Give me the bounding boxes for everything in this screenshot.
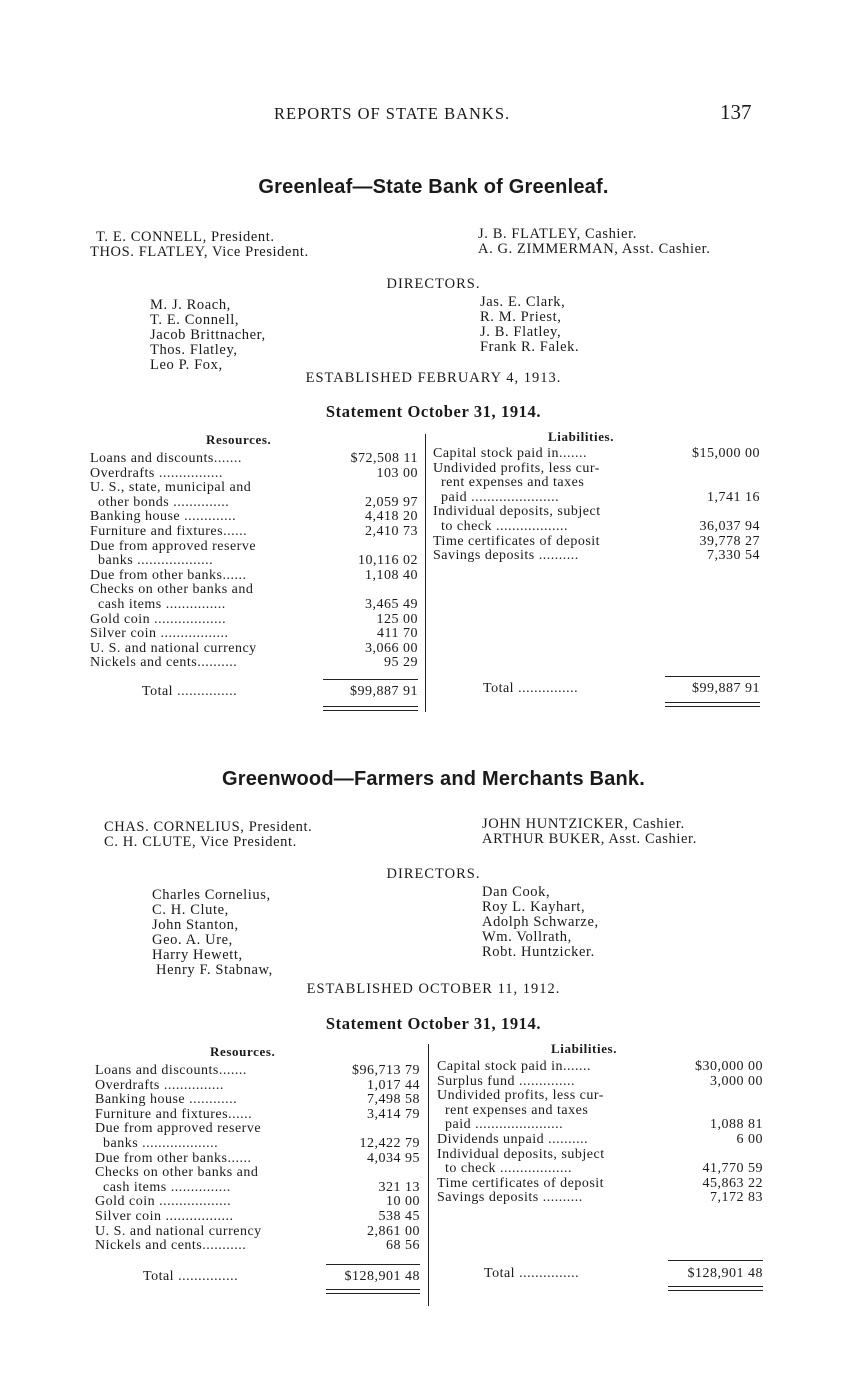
- director-name: Jacob Brittnacher,: [150, 327, 266, 343]
- liability-row: [437, 1075, 763, 1090]
- resource-label: Checks on other banks and: [90, 582, 254, 598]
- officer-line: THOS. FLATLEY, Vice President.: [90, 244, 309, 260]
- resource-row: [95, 1064, 420, 1079]
- liability-row: [437, 1148, 763, 1163]
- liability-label: Savings deposits ..........: [433, 548, 579, 564]
- liability-amount: 39,778 27: [699, 533, 760, 549]
- directors-left: [150, 298, 266, 373]
- resource-label: Gold coin ..................: [95, 1194, 232, 1210]
- liability-row: [433, 520, 760, 535]
- liabilities-total-amount: $128,901 48: [687, 1266, 763, 1281]
- director-name: C. H. Clute,: [152, 902, 229, 918]
- director-name: M. J. Roach,: [150, 297, 231, 313]
- director-name: Dan Cook,: [482, 884, 551, 900]
- resource-label: Nickels and cents...........: [95, 1238, 247, 1254]
- director-name: Adolph Schwarze,: [482, 914, 599, 930]
- resources-heading: Resources.: [206, 432, 272, 447]
- resource-amount: 2,059 97: [365, 494, 418, 510]
- director-name: Harry Hewett,: [152, 947, 243, 963]
- liability-amount: 3,000 00: [710, 1073, 763, 1089]
- resource-amount: 1,108 40: [365, 567, 418, 583]
- resource-row: [95, 1225, 420, 1240]
- liabilities-heading: Liabilities.: [548, 429, 615, 444]
- subtotal-rule: [665, 676, 760, 677]
- officers-right: [478, 227, 710, 257]
- liability-row: [437, 1191, 763, 1206]
- liability-amount: 7,172 83: [710, 1190, 763, 1206]
- resource-label: Nickels and cents..........: [90, 655, 238, 671]
- resource-amount: $96,713 79: [352, 1063, 420, 1078]
- liability-amount: 6 00: [736, 1131, 763, 1147]
- liability-row: [433, 505, 760, 520]
- resources-total-amount: $128,901 48: [344, 1269, 420, 1284]
- resource-label: Furniture and fixtures......: [90, 523, 248, 539]
- liabilities-table: [437, 1060, 763, 1206]
- resource-row: [90, 656, 418, 671]
- liability-row: [437, 1162, 763, 1177]
- resource-row: [90, 467, 418, 482]
- liability-label: rent expenses and taxes: [441, 475, 585, 491]
- liability-amount: 1,088 81: [710, 1117, 763, 1133]
- director-name: John Stanton,: [152, 917, 239, 933]
- director-name: R. M. Priest,: [480, 309, 562, 325]
- liabilities-total-row: [484, 1266, 763, 1282]
- resources-total-row: [143, 1269, 420, 1285]
- resource-amount: 2,410 73: [365, 523, 418, 539]
- resource-label: Banking house ............: [95, 1092, 238, 1108]
- liabilities-table: [433, 447, 760, 564]
- liability-label: Surplus fund ..............: [437, 1073, 575, 1089]
- officers-left: [90, 229, 309, 260]
- resource-label: U. S. and national currency: [95, 1223, 262, 1239]
- resource-label: Loans and discounts.......: [95, 1063, 247, 1078]
- liability-label: rent expenses and taxes: [445, 1102, 589, 1118]
- page-number: 137: [720, 100, 752, 124]
- resource-label: Loans and discounts.......: [90, 451, 242, 466]
- resource-row: [95, 1152, 420, 1167]
- liability-amount: 7,330 54: [707, 548, 760, 564]
- resources-table: [90, 452, 418, 671]
- director-name: Leo P. Fox,: [150, 357, 223, 373]
- liability-label: Time certificates of deposit: [433, 533, 601, 549]
- total-double-rule: [665, 702, 760, 707]
- resource-label: Due from approved reserve: [90, 538, 257, 554]
- liability-label: Capital stock paid in.......: [437, 1059, 591, 1074]
- directors-left: [152, 888, 273, 978]
- resource-amount: 538 45: [378, 1208, 420, 1224]
- liabilities-total-amount: $99,887 91: [692, 681, 760, 696]
- subtotal-rule: [326, 1264, 420, 1265]
- officer-line: T. E. CONNELL, President.: [96, 229, 275, 245]
- bank-title: Greenleaf—State Bank of Greenleaf.: [258, 176, 609, 198]
- liability-row: [433, 491, 760, 506]
- resource-row: [90, 496, 418, 511]
- liability-amount: 1,741 16: [707, 489, 760, 505]
- director-name: Jas. E. Clark,: [480, 294, 566, 310]
- resource-row: [90, 554, 418, 569]
- officer-line: C. H. CLUTE, Vice President.: [104, 834, 297, 850]
- total-label: Total ...............: [143, 1269, 239, 1284]
- resource-row: [90, 452, 418, 467]
- officers-right: [482, 817, 697, 847]
- resource-row: [90, 627, 418, 642]
- total-double-rule: [323, 706, 418, 711]
- liability-row: [437, 1133, 763, 1148]
- total-label: Total ...............: [483, 681, 579, 696]
- directors-right: [482, 885, 599, 960]
- liability-amount: 41,770 59: [702, 1161, 763, 1177]
- resource-label: Due from other banks......: [95, 1150, 252, 1166]
- running-title: REPORTS OF STATE BANKS.: [274, 104, 511, 123]
- director-name: T. E. Connell,: [150, 312, 240, 328]
- resource-label: other bonds ..............: [98, 494, 230, 510]
- liability-amount: $30,000 00: [695, 1059, 763, 1074]
- resource-label: Silver coin .................: [90, 626, 229, 642]
- established-date: ESTABLISHED OCTOBER 11, 1912.: [306, 981, 561, 997]
- resource-amount: 3,066 00: [365, 640, 418, 656]
- directors-heading: DIRECTORS.: [386, 866, 481, 882]
- resource-label: U. S. and national currency: [90, 640, 257, 656]
- resources-table: [95, 1064, 420, 1254]
- bank-title: Greenwood—Farmers and Merchants Bank.: [221, 768, 646, 790]
- resource-amount: 95 29: [384, 655, 418, 671]
- resource-row: [90, 569, 418, 584]
- liability-label: Capital stock paid in.......: [433, 446, 587, 461]
- resource-amount: 103 00: [376, 465, 418, 481]
- established-date: ESTABLISHED FEBRUARY 4, 1913.: [305, 370, 562, 386]
- resource-row: [95, 1181, 420, 1196]
- liability-row: [437, 1118, 763, 1133]
- liability-label: Individual deposits, subject: [437, 1146, 605, 1162]
- director-name: Geo. A. Ure,: [152, 932, 233, 948]
- officer-line: J. B. FLATLEY, Cashier.: [478, 226, 637, 242]
- resource-amount: 4,034 95: [367, 1150, 420, 1166]
- director-name: Charles Cornelius,: [152, 887, 271, 903]
- resource-row: [90, 613, 418, 628]
- liability-row: [433, 535, 760, 550]
- liability-amount: $15,000 00: [692, 446, 760, 461]
- statement-title: Statement October 31, 1914.: [325, 1014, 542, 1033]
- resource-label: Silver coin .................: [95, 1208, 234, 1224]
- officer-line: JOHN HUNTZICKER, Cashier.: [482, 816, 685, 832]
- statement-title: Statement October 31, 1914.: [325, 402, 542, 421]
- resource-amount: 4,418 20: [365, 509, 418, 525]
- officer-line: ARTHUR BUKER, Asst. Cashier.: [482, 831, 697, 847]
- resource-amount: 321 13: [378, 1179, 420, 1195]
- resource-row: [95, 1079, 420, 1094]
- liability-label: Dividends unpaid ..........: [437, 1131, 589, 1147]
- director-name: Henry F. Stabnaw,: [156, 962, 273, 978]
- liability-label: Savings deposits ..........: [437, 1190, 583, 1206]
- resource-row: [90, 510, 418, 525]
- officer-line: A. G. ZIMMERMAN, Asst. Cashier.: [478, 241, 711, 257]
- liability-amount: 45,863 22: [702, 1175, 763, 1191]
- resource-label: cash items ...............: [103, 1179, 231, 1195]
- resource-amount: 12,422 79: [359, 1135, 420, 1151]
- liability-row: [437, 1060, 763, 1075]
- liability-label: paid ......................: [441, 489, 560, 505]
- liability-label: Undivided profits, less cur-: [433, 460, 600, 476]
- liabilities-total-row: [483, 681, 760, 697]
- liability-row: [433, 447, 760, 462]
- resource-amount: $72,508 11: [350, 451, 418, 466]
- directors-right: [480, 295, 579, 355]
- liability-label: Time certificates of deposit: [437, 1175, 605, 1191]
- resource-amount: 10 00: [386, 1194, 420, 1210]
- resource-row: [95, 1122, 420, 1137]
- resource-row: [95, 1137, 420, 1152]
- total-double-rule: [668, 1286, 763, 1291]
- resource-row: [90, 540, 418, 555]
- resources-heading: Resources.: [210, 1044, 276, 1059]
- resources-total-amount: $99,887 91: [350, 684, 418, 699]
- resource-label: U. S., state, municipal and: [90, 480, 252, 496]
- resource-row: [90, 525, 418, 540]
- resource-label: Due from approved reserve: [95, 1121, 262, 1137]
- liability-label: to check ..................: [445, 1161, 573, 1177]
- director-name: Robt. Huntzicker.: [482, 944, 595, 960]
- liability-row: [433, 549, 760, 564]
- resource-label: Checks on other banks and: [95, 1165, 259, 1181]
- resource-amount: 3,465 49: [365, 596, 418, 612]
- director-name: Frank R. Falek.: [480, 339, 580, 355]
- liability-row: [437, 1177, 763, 1192]
- column-divider: [425, 434, 426, 712]
- director-name: Roy L. Kayhart,: [482, 899, 586, 915]
- resource-label: Due from other banks......: [90, 567, 247, 583]
- liability-label: to check ..................: [441, 518, 569, 534]
- resource-label: banks ...................: [103, 1135, 219, 1151]
- total-label: Total ...............: [484, 1266, 580, 1281]
- liabilities-heading: Liabilities.: [551, 1041, 618, 1056]
- resource-row: [95, 1195, 420, 1210]
- resource-label: Furniture and fixtures......: [95, 1106, 253, 1122]
- liability-label: Undivided profits, less cur-: [437, 1088, 604, 1104]
- liability-row: [433, 462, 760, 477]
- liability-amount: 36,037 94: [699, 518, 760, 534]
- liability-row: [437, 1089, 763, 1104]
- liability-label: paid ......................: [445, 1117, 564, 1133]
- total-label: Total ...............: [142, 684, 238, 699]
- subtotal-rule: [323, 679, 418, 680]
- officer-line: CHAS. CORNELIUS, President.: [104, 819, 313, 835]
- column-divider: [428, 1044, 429, 1306]
- resource-amount: 68 56: [386, 1238, 420, 1254]
- liability-label: Individual deposits, subject: [433, 504, 601, 520]
- director-name: Thos. Flatley,: [150, 342, 238, 358]
- resource-amount: 125 00: [376, 611, 418, 627]
- resource-amount: 411 70: [377, 626, 418, 642]
- resource-amount: 3,414 79: [367, 1106, 420, 1122]
- resource-row: [90, 598, 418, 613]
- total-double-rule: [326, 1289, 420, 1294]
- director-name: J. B. Flatley,: [480, 324, 562, 340]
- resource-row: [95, 1108, 420, 1123]
- resource-amount: 7,498 58: [367, 1092, 420, 1108]
- resource-amount: 10,116 02: [358, 553, 418, 569]
- directors-heading: DIRECTORS.: [386, 276, 481, 292]
- officers-left: [104, 820, 312, 850]
- resource-row: [90, 481, 418, 496]
- resource-row: [90, 583, 418, 598]
- liability-row: [433, 476, 760, 491]
- resource-label: Overdrafts ...............: [95, 1077, 224, 1093]
- resource-label: Overdrafts ................: [90, 465, 223, 481]
- subtotal-rule: [668, 1260, 763, 1261]
- resource-amount: 1,017 44: [367, 1077, 420, 1093]
- resource-row: [95, 1210, 420, 1225]
- liability-row: [437, 1104, 763, 1119]
- resource-amount: 2,861 00: [367, 1223, 420, 1239]
- director-name: Wm. Vollrath,: [482, 929, 572, 945]
- resource-label: cash items ...............: [98, 596, 226, 612]
- resource-row: [90, 642, 418, 657]
- resource-row: [95, 1093, 420, 1108]
- resource-label: banks ...................: [98, 553, 214, 569]
- resource-row: [95, 1166, 420, 1181]
- resource-row: [95, 1239, 420, 1254]
- page-header: [0, 100, 867, 128]
- resource-label: Banking house .............: [90, 509, 237, 525]
- resources-total-row: [142, 684, 418, 700]
- resource-label: Gold coin ..................: [90, 611, 227, 627]
